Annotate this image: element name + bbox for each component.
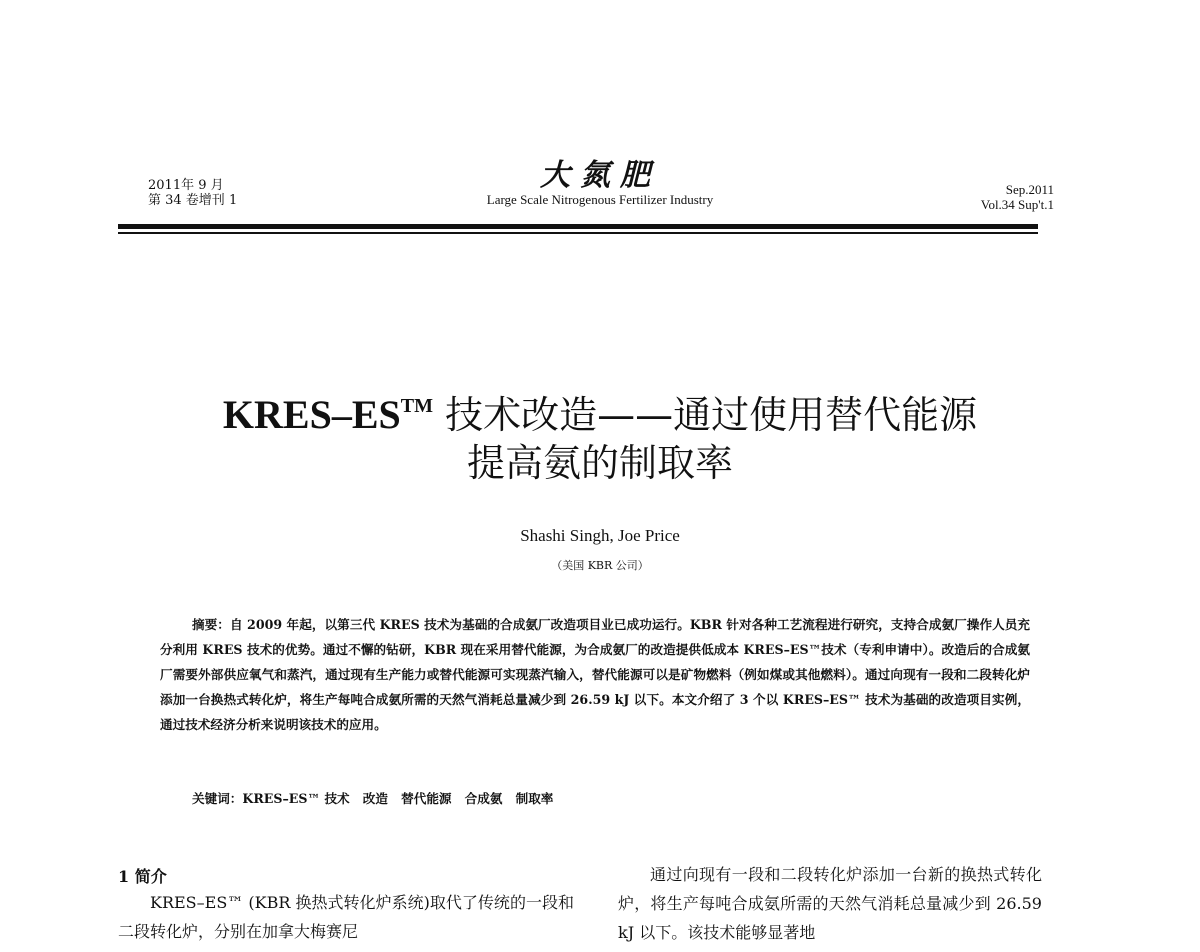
- title-prefix: KRES–ES™: [222, 392, 433, 437]
- keywords: 关键词：KRES–ES™ 技术 改造 替代能源 合成氨 制取率: [192, 791, 554, 806]
- title-rest: 技术改造——通过使用替代能源: [432, 393, 978, 437]
- section-heading: 1 简介: [118, 867, 167, 886]
- header-rule-thin: [118, 232, 1038, 234]
- title-line-1: [0, 382, 1200, 439]
- affiliation: （美国 KBR 公司）: [551, 559, 649, 572]
- article-title: [0, 382, 1200, 487]
- header-volume-cn: 第 34 卷增刊 1: [148, 193, 238, 208]
- header-date-en: Sep.2011: [1005, 182, 1054, 197]
- body-column-right: 通过向现有一段和二段转化炉添加一台新的换热式转化炉，将生产每吨合成氨所需的天然气消耗总量减少到 26.59 kJ 以下。该技术能够显著地: [618, 865, 1042, 942]
- authors: Shashi Singh, Joe Price: [520, 526, 680, 545]
- header-date-cn: 2011年 9 月: [148, 178, 224, 193]
- header-volume-en: Vol.34 Sup't.1: [980, 197, 1054, 212]
- header-right: [981, 182, 1054, 212]
- abstract: 摘要：自 2009 年起，以第三代 KRES 技术为基础的合成氨厂改造项目业已成功运行。KBR 针对各种工艺流程进行研究，支持合成氨厂操作人员充分利用 KRES 技术的优势。通过不懈的钻研，KBR 现在采用替代能源，为合成氨厂的改造提供低成本 KRES–ES™技术（专利申请中）。改造后的合成氨厂需要外部供应氧气和蒸汽，通过现有生产能力或替代能源可实现蒸汽输入，替代能源可以是矿物燃料（例如煤或其他燃料）。通过向现有一段和二段转化炉添加一台换热式转化炉，将生产每吨合成氨所需的天然气消耗总量减少到 26.59 kJ 以下。本文介绍了 3 个以 KRES–ES™ 技术为基础的改造项目实例，通过技术经济分析来说明该技术的应用。: [160, 617, 1030, 732]
- title-line-2: 提高氨的制取率: [466, 441, 733, 485]
- body-column-left: KRES–ES™ (KBR 换热式转化炉系统)取代了传统的一段和二段转化炉，分别在加拿大梅赛尼: [118, 893, 574, 941]
- title-trademark: TM: [400, 395, 433, 417]
- journal-name-en: Large Scale Nitrogenous Fertilizer Industry: [486, 192, 714, 207]
- journal-logo: 大氮肥: [540, 158, 660, 193]
- header-rule-thick: [118, 224, 1038, 229]
